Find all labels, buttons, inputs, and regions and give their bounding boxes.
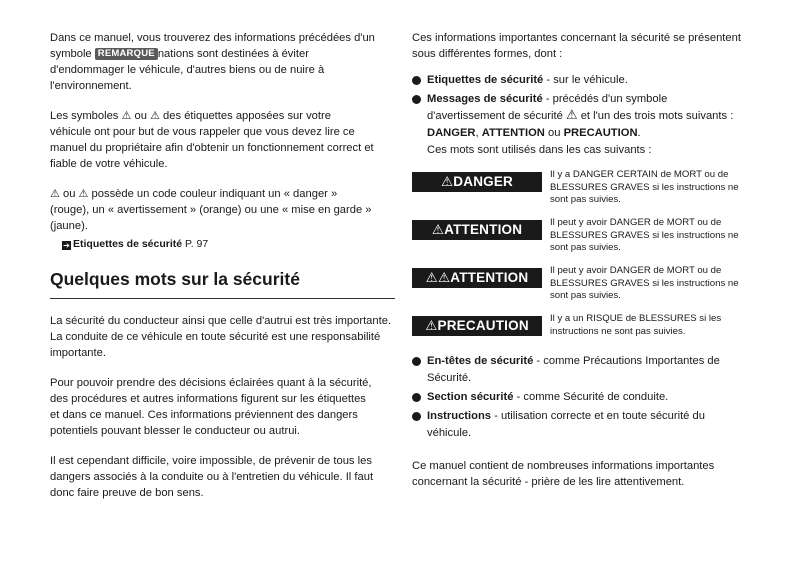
text-line: La sécurité du conducteur ainsi que celle d'autrui est très importante. [50,315,392,327]
danger-label: ⚠DANGER [412,172,542,192]
warning-triangle-icon: ⚠ [121,110,132,122]
manual-book-icon: ⚠ [150,110,160,122]
warning-triangle-icon: ⚠ [50,188,60,200]
text-line: fiable de votre véhicule. [50,158,168,170]
text-line: Ces mots sont utilisés dans les cas suivants : [427,144,652,156]
text-line: donc faire preuve de bon sens. [50,487,204,499]
text-line: d'endommager le véhicule, d'autres biens ou de nuire à [50,64,325,76]
text-line: (jaune). [50,220,88,232]
text-line: potentiels pouvant blesser le conducteur ou autrui. [50,425,301,437]
list-item: En-têtes de sécurité - comme Précautions Importantes de Sécurité. [412,353,757,387]
attention-label: ⚠ATTENTION [412,220,542,240]
text-line: symbole REMARQUE nations sont destinées à éviter [50,48,309,60]
safety-paragraph-3 [50,453,395,501]
text-line: Ces informations importantes concernant la sécurité se présentent [412,32,741,44]
warning-triangle-icon: ⚠ [431,222,445,237]
list-item: Instructions - utilisation correcte et en toute sécurité du véhicule. [412,408,757,442]
signal-row-attention [412,217,757,255]
signal-description: Il peut y avoir DANGER de MORT ou de BLESSURES GRAVES si les instructions ne sont pas suivies. [550,217,739,253]
bullet-icon [412,95,421,104]
text-line: ⚠ ou ⚠ possède un code couleur indiquant un « danger » [50,188,338,200]
arrow-right-box-icon: ➔ [63,241,70,250]
warning-triangle-icon: ⚠ [440,174,454,189]
text-line: Pour pouvoir prendre des décisions éclairées quant à la sécurité, [50,377,372,389]
precaution-label: ⚠PRECAUTION [412,316,542,336]
safety-forms-list [412,72,757,108]
signal-description: Il peut y avoir DANGER de MORT ou de BLESSURES GRAVES si les instructions ne sont pas suivies. [550,265,739,301]
outro-paragraph [412,458,757,490]
notice-paragraph [50,30,395,94]
warning-triangle-icon: ⚠⚠ [425,270,451,285]
bullet-icon [412,393,421,402]
cross-reference-link[interactable]: ➔ Etiquettes de sécurité P. 97 [63,238,209,250]
text-line: sous différentes formes, dont : [412,48,563,60]
section-heading: Quelques mots sur la sécurité [50,268,395,299]
warning-triangle-icon: ⚠ [565,107,578,122]
signal-words-line: DANGER, ATTENTION ou PRECAUTION. [427,127,641,139]
text-line: dangers associés à la conduite ou à l'entretien du véhicule. Il faut [50,471,374,483]
text-line: véhicule ont pour but de vous rappeler que vous devez lire ce [50,126,355,138]
symbols-paragraph [50,108,395,172]
text-line: Dans ce manuel, vous trouverez des informations précédées d'un [50,32,375,44]
text-line: Il est cependant difficile, voire impossible, de prévenir de tous les [50,455,372,467]
color-code-paragraph [50,186,395,252]
signal-row-attention-double [412,265,757,303]
text-line: La conduite de ce véhicule en toute sécurité est une responsabilité [50,331,381,343]
text-line: l'environnement. [50,80,132,92]
list-item: Messages de sécurité - précédés d'un symbole [412,91,757,108]
safety-paragraph-1 [50,313,395,361]
signal-row-danger [412,169,757,207]
bullet-icon [412,357,421,366]
intro-paragraph [412,30,757,62]
signal-row-precaution [412,313,757,343]
text-line: et dans ce manuel. Ces informations préviennent des dangers [50,409,358,421]
list-item: Etiquettes de sécurité - sur le véhicule. [412,72,757,89]
text-line: manuel du propriétaire afin d'obtenir un fonctionnement correct et [50,142,374,154]
right-column [412,30,757,490]
text-line: des procédures et autres informations figurent sur les étiquettes [50,393,366,405]
bullet-icon [412,76,421,85]
text-line: concernant la sécurité - prière de les lire attentivement. [412,476,685,488]
safety-paragraph-2 [50,375,395,439]
attention-double-label: ⚠⚠ATTENTION [412,268,542,288]
signal-word-table [412,169,757,343]
text-line: importante. [50,347,106,359]
left-column [50,30,395,515]
text-line: (rouge), un « avertissement » (orange) ou une « mise en garde » [50,204,372,216]
safety-forms-list-2 [412,353,757,442]
text-line: d'avertissement de sécurité ⚠ et l'un des trois mots suivants : [427,107,734,122]
text-line: Ce manuel contient de nombreuses informations importantes [412,460,715,472]
bullet-icon [412,412,421,421]
remarque-tag: REMARQUE [95,48,158,60]
warning-triangle-icon: ⚠ [425,318,438,333]
signal-description: Il y a DANGER CERTAIN de MORT ou de BLESSURES GRAVES si les instructions ne sont pas suivies. [550,169,739,205]
text-line: Les symboles ⚠ ou ⚠ des étiquettes apposées sur votre [50,110,331,122]
list-item: Section sécurité - comme Sécurité de conduite. [412,389,757,406]
signal-description: Il y a un RISQUE de BLESSURES si les instructions ne sont pas suivies. [550,313,722,337]
manual-book-icon: ⚠ [78,188,89,200]
